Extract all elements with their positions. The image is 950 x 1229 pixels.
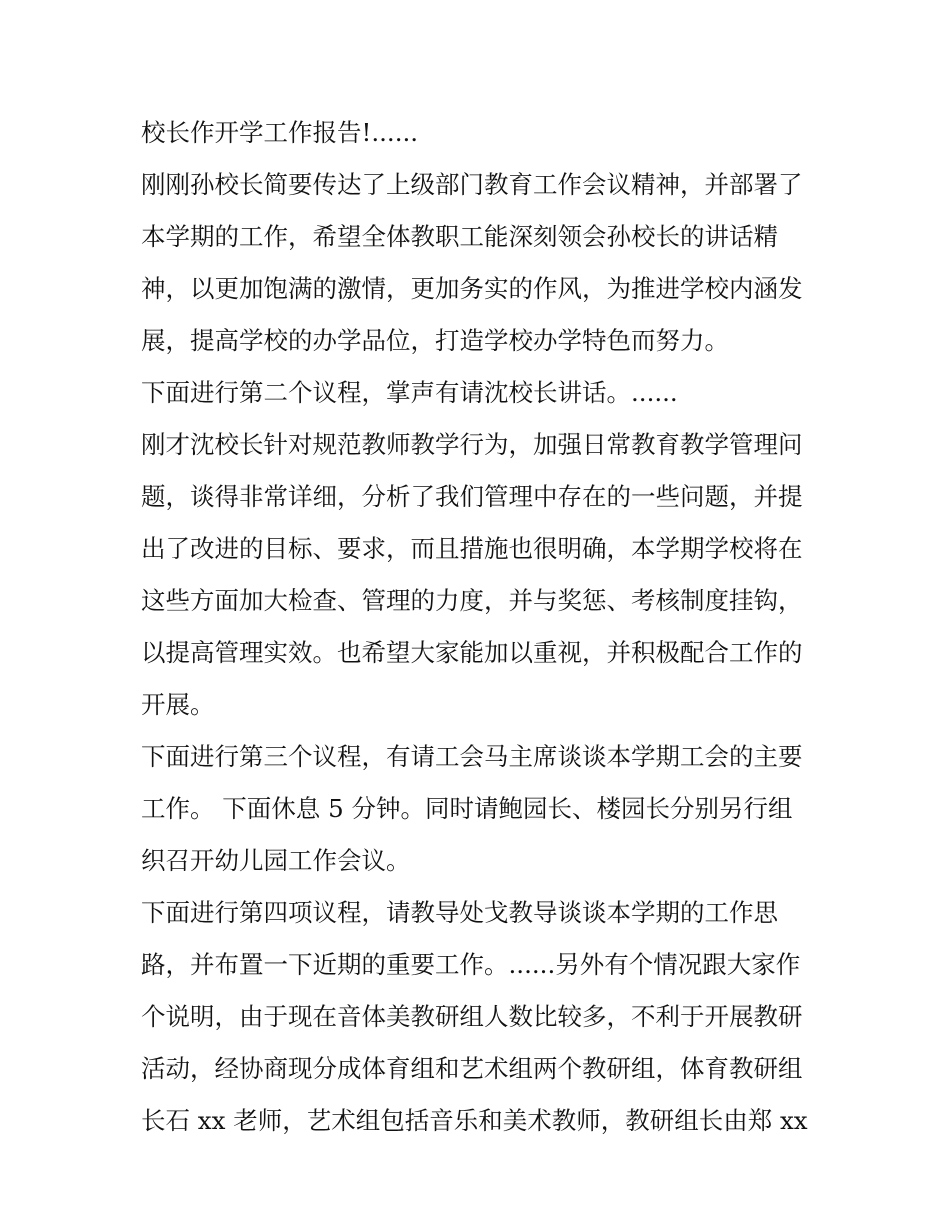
text-line: 下面进行第二个议程，掌声有请沈校长讲话。......: [141, 378, 678, 407]
text-line: 织召开幼儿园工作会议。: [141, 846, 411, 875]
text-line: 路，并布置一下近期的重要工作。......另外有个情况跟大家作: [141, 950, 801, 979]
text-line: 工作。 下面休息 5 分钟。同时请鲍园长、楼园长分别另行组: [141, 794, 793, 823]
paragraph-agenda-three: [141, 731, 821, 887]
text-line: 刚才沈校长针对规范教师教学行为，加强日常教育教学管理问: [141, 430, 803, 459]
text-line: 开展。: [141, 690, 215, 719]
text-line: 刚刚孙校长简要传达了上级部门教育工作会议精神，并部署了: [141, 170, 803, 199]
text-line: 个说明，由于现在音体美教研组人数比较多，不利于开展教研: [141, 1002, 803, 1031]
text-line: 本学期的工作，希望全体教职工能深刻领会孙校长的讲话精: [141, 222, 778, 251]
paragraph-shen-principal: [141, 419, 821, 731]
text-line: 下面进行第四项议程，请教导处戈教导谈谈本学期的工作思: [141, 898, 778, 927]
text-line: 题，谈得非常详细，分析了我们管理中存在的一些问题，并提: [141, 482, 803, 511]
paragraph-sun-principal: [141, 159, 821, 367]
paragraph-title: [141, 107, 821, 159]
paragraph-agenda-four: [141, 887, 821, 1147]
text-line: 校长作开学工作报告!......: [141, 118, 419, 147]
text-line: 这些方面加大检查、管理的力度，并与奖惩、考核制度挂钩，: [141, 586, 803, 615]
text-line: 活动，经协商现分成体育组和艺术组两个教研组，体育教研组: [141, 1054, 803, 1083]
text-line: 以提高管理实效。也希望大家能加以重视，并积极配合工作的: [141, 638, 803, 667]
document-body: [141, 107, 821, 1147]
text-line: 出了改进的目标、要求，而且措施也很明确，本学期学校将在: [141, 534, 803, 563]
text-line: 下面进行第三个议程，有请工会马主席谈谈本学期工会的主要: [141, 742, 803, 771]
paragraph-agenda-two: [141, 367, 821, 419]
text-line: 展，提高学校的办学品位，打造学校办学特色而努力。: [141, 326, 729, 355]
text-line: 神，以更加饱满的激情，更加务实的作风，为推进学校内涵发: [141, 274, 803, 303]
text-line: 长石 xx 老师，艺术组包括音乐和美术教师，教研组长由郑 xx: [141, 1106, 808, 1135]
